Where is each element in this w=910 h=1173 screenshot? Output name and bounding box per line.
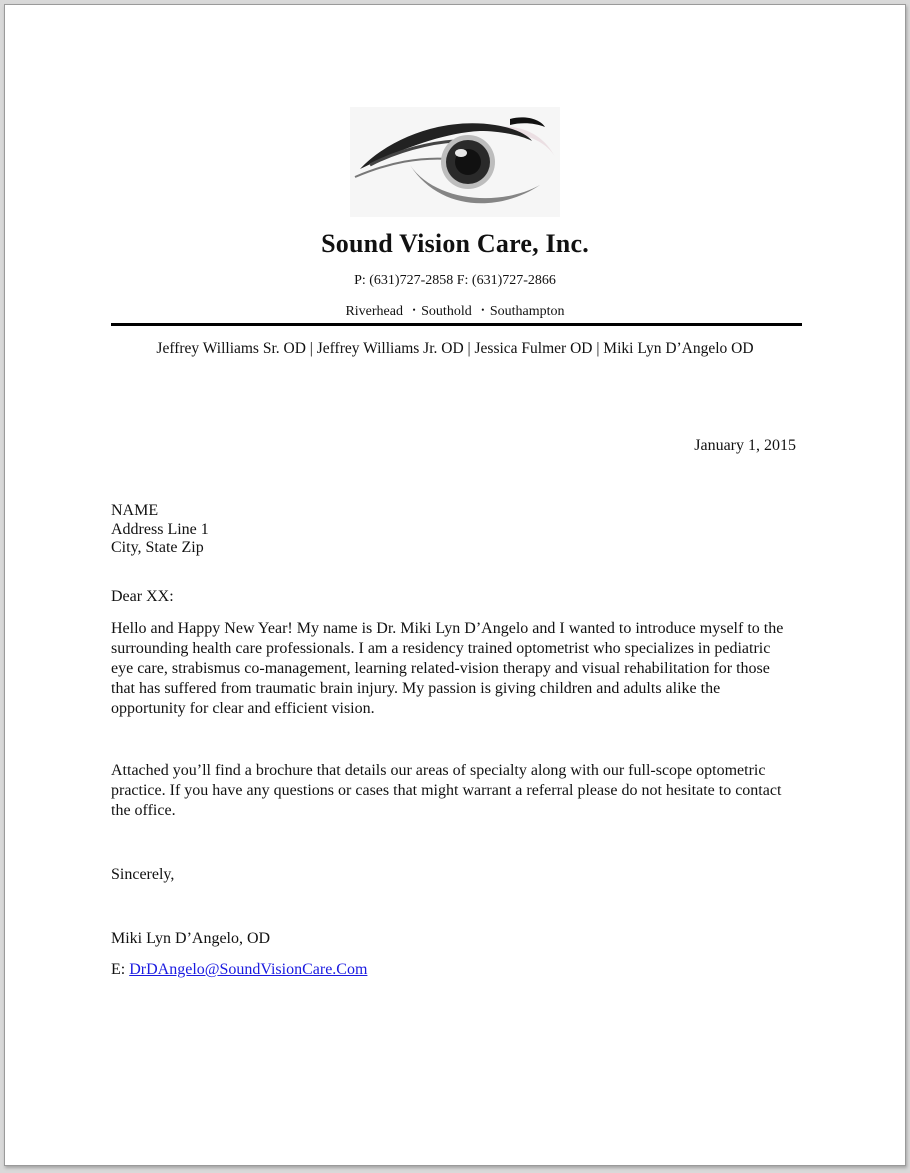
location-southampton: Southampton (489, 304, 565, 319)
email-link[interactable]: DrDAngelo@SoundVisionCare.Com (129, 961, 368, 978)
paragraph-line: the office. (111, 802, 176, 819)
email-line (111, 960, 367, 980)
paragraph-line: eye care, strabismus co-management, learning related-vision therapy and visual rehabilitation for those (111, 660, 770, 677)
eye-logo-icon (350, 107, 560, 217)
signature-name: Miki Lyn D’Angelo, OD (111, 930, 271, 947)
location-separator: • (412, 305, 416, 315)
doctors-list: Jeffrey Williams Sr. OD | Jeffrey Williams Jr. OD | Jessica Fulmer OD | Miki Lyn D’Angelo OD (156, 340, 754, 357)
paragraph-intro (111, 619, 811, 719)
locations-line (5, 304, 905, 320)
recipient-city-state-zip: City, State Zip (111, 539, 204, 556)
salutation: Dear XX: (111, 588, 174, 605)
paragraph-line: Attached you’ll find a brochure that details our areas of specialty along with our full-scope optometric (111, 762, 766, 779)
paragraph-line: practice. If you have any questions or cases that might warrant a referral please do not hesitate to contact (111, 782, 782, 799)
company-name: Sound Vision Care, Inc. (321, 229, 589, 258)
location-separator: • (481, 305, 485, 315)
letter-page (4, 4, 906, 1166)
location-southold: Southold (421, 304, 472, 319)
paragraph-brochure (111, 761, 811, 821)
closing: Sincerely, (111, 866, 175, 883)
location-riverhead: Riverhead (345, 304, 403, 319)
header-divider (111, 323, 802, 326)
paragraph-line: Hello and Happy New Year! My name is Dr. Miki Lyn D’Angelo and I wanted to introduce myself to the (111, 620, 784, 637)
paragraph-line: opportunity for clear and efficient vision. (111, 700, 375, 717)
letter-date: January 1, 2015 (694, 437, 796, 454)
recipient-address-line: Address Line 1 (111, 520, 209, 538)
recipient-address (111, 502, 209, 558)
phone-fax-line: P: (631)727-2858 F: (631)727-2866 (354, 273, 556, 288)
email-label: E: (111, 961, 126, 978)
paragraph-line: that has suffered from traumatic brain injury. My passion is giving children and adults alike the (111, 680, 721, 697)
recipient-name: NAME (111, 502, 159, 519)
paragraph-line: surrounding health care professionals. I am a residency trained optometrist who specializes in pediatric (111, 640, 771, 657)
